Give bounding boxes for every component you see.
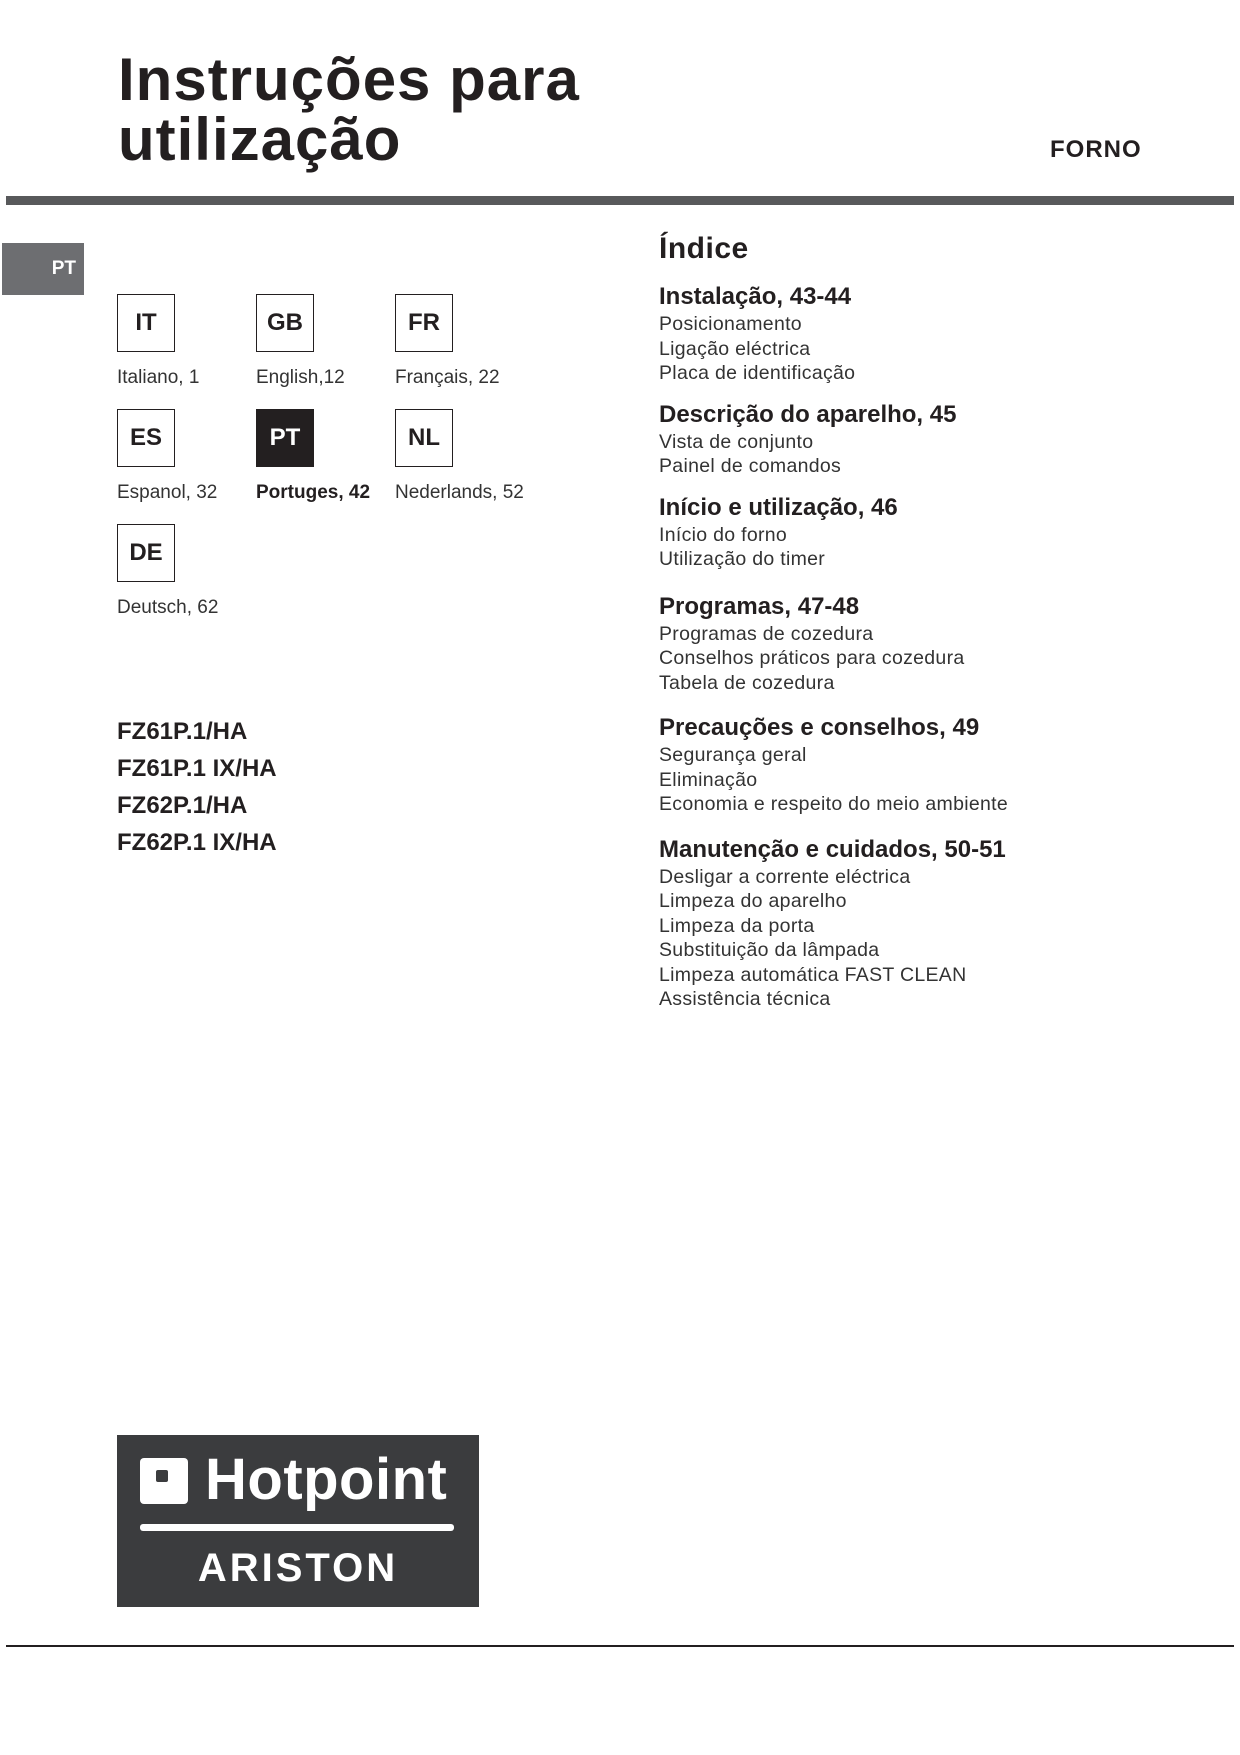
header-divider: [6, 196, 1234, 205]
language-pt[interactable]: [256, 409, 370, 504]
toc-item[interactable]: Limpeza automática FAST CLEAN: [659, 963, 967, 986]
title-line-2: utilização: [118, 106, 402, 173]
toc-section: [659, 282, 1219, 386]
toc-item[interactable]: Conselhos práticos para cozedura: [659, 647, 965, 669]
language-label-active: Portuges, 42: [256, 482, 371, 503]
table-of-contents: [659, 232, 1219, 1012]
toc-item[interactable]: Programas de cozedura: [659, 622, 874, 645]
toc-section-heading[interactable]: Início e utilização, 46: [659, 493, 898, 521]
language-code-box: GB: [256, 294, 314, 352]
language-label: Deutsch, 62: [117, 597, 219, 618]
language-es[interactable]: [117, 409, 217, 504]
toc-section: [659, 835, 1219, 1012]
language-it[interactable]: [117, 294, 199, 389]
document-title: [118, 46, 580, 173]
brand-logo: [117, 1435, 479, 1607]
toc-item[interactable]: Posicionamento: [659, 313, 802, 335]
language-code-box: NL: [395, 409, 453, 467]
toc-item[interactable]: Início do forno: [659, 523, 788, 546]
toc-section: [659, 713, 1219, 817]
toc-item[interactable]: Substituição da lâmpada: [659, 939, 880, 961]
language-label: Nederlands, 52: [395, 482, 524, 503]
toc-item[interactable]: Eliminação: [659, 768, 758, 791]
toc-item[interactable]: Limpeza da porta: [659, 914, 815, 937]
toc-item[interactable]: Vista de conjunto: [659, 430, 814, 453]
toc-section: [659, 592, 1219, 696]
toc-item[interactable]: Assistência técnica: [659, 988, 831, 1010]
toc-item[interactable]: Desligar a corrente eléctrica: [659, 865, 911, 888]
toc-section-heading[interactable]: Programas, 47-48: [659, 592, 860, 620]
toc-section-heading[interactable]: Precauções e conselhos, 49: [659, 714, 980, 741]
toc-item[interactable]: Limpeza do aparelho: [659, 890, 847, 912]
toc-item[interactable]: Painel de comandos: [659, 455, 842, 477]
model-number: FZ61P.1 IX/HA: [117, 755, 277, 782]
product-type: FORNO: [1050, 136, 1142, 163]
index-title: Índice: [659, 232, 749, 265]
toc-section-heading[interactable]: Instalação, 43-44: [659, 283, 852, 310]
logo-sub-brand: ARISTON: [197, 1546, 399, 1590]
toc-item[interactable]: Segurança geral: [659, 744, 807, 766]
footer-divider: [6, 1645, 1234, 1647]
language-fr[interactable]: [395, 294, 500, 389]
toc-section-heading[interactable]: Descrição do aparelho, 45: [659, 400, 957, 428]
logo-divider: [140, 1524, 454, 1531]
language-code-box: FR: [395, 294, 453, 352]
toc-item[interactable]: Ligação eléctrica: [659, 337, 811, 360]
toc-item[interactable]: Utilização do timer: [659, 548, 826, 570]
model-list: [117, 713, 277, 861]
toc-item[interactable]: Placa de identificação: [659, 362, 856, 384]
side-language-tab: PT: [2, 243, 84, 295]
logo-mark-icon: [140, 1458, 188, 1504]
toc-section: [659, 493, 1219, 572]
language-label: Espanol, 32: [117, 482, 218, 503]
language-label: English,12: [256, 367, 345, 388]
model-number: FZ62P.1 IX/HA: [117, 829, 277, 856]
toc-section-heading[interactable]: Manutenção e cuidados, 50-51: [659, 835, 1006, 863]
language-code-box: IT: [117, 294, 175, 352]
language-de[interactable]: [117, 524, 218, 619]
model-number: FZ62P.1/HA: [117, 792, 248, 819]
language-label: Français, 22: [395, 367, 500, 388]
language-gb[interactable]: [256, 294, 345, 389]
language-nl[interactable]: [395, 409, 524, 504]
language-code-box: ES: [117, 409, 175, 467]
title-line-1: Instruções para: [118, 46, 580, 113]
language-label: Italiano, 1: [117, 367, 200, 388]
model-number: FZ61P.1/HA: [117, 718, 248, 745]
language-code-box: DE: [117, 524, 175, 582]
toc-item[interactable]: Tabela de cozedura: [659, 671, 835, 694]
toc-item[interactable]: Economia e respeito do meio ambiente: [659, 793, 1008, 815]
logo-brand-name: Hotpoint: [205, 1447, 448, 1512]
language-code-box-active: PT: [256, 409, 314, 467]
toc-section: [659, 400, 1219, 479]
